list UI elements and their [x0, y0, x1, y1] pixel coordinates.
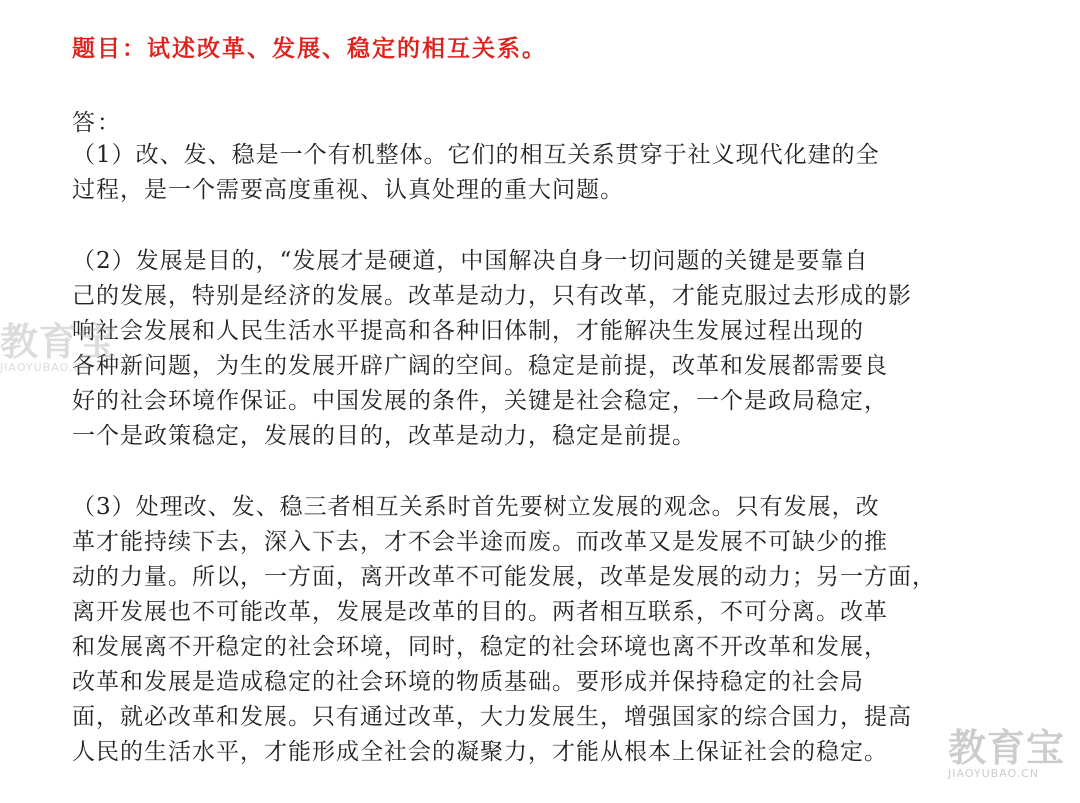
paragraph-line: 人民的生活水平，才能形成全社会的凝聚力，才能从根本上保证社会的稳定。 — [72, 739, 888, 765]
paragraph-line: 动的力量。所以，一方面，离开改革不可能发展，改革是发展的动力；另一方面， — [72, 564, 936, 590]
paragraph-line: 革才能持续下去，深入下去，才不会半途而废。而改革又是发展不可缺少的推 — [72, 529, 888, 555]
question-title: 题目：试述改革、发展、稳定的相互关系。 — [72, 35, 547, 62]
paragraph-line: 各种新问题，为生的发展开辟广阔的空间。稳定是前提，改革和发展都需要良 — [72, 353, 888, 379]
paragraph-line: 己的发展，特别是经济的发展。改革是动力，只有改革，才能克服过去形成的影 — [72, 283, 912, 309]
paragraph-line: 过程，是一个需要高度重视、认真处理的重大问题。 — [72, 177, 624, 203]
watermark-logo-text: 教育宝 — [0, 320, 118, 364]
paragraph-line: 离开发展也不可能改革，发展是改革的目的。两者相互联系，不可分离。改革 — [72, 599, 888, 625]
answer-paragraph-3 — [72, 490, 1012, 770]
paragraph-line: （1）改、发、稳是一个有机整体。它们的相互关系贯穿于社义现代化建的全 — [72, 142, 880, 168]
paragraph-line: 好的社会环境作保证。中国发展的条件，关键是社会稳定，一个是政局稳定， — [72, 388, 888, 414]
paragraph-line: （2）发展是目的，“发展才是硬道，中国解决自身一切问题的关键是要靠自 — [72, 248, 869, 274]
watermark-url: JIAOYUBAO.CN — [948, 767, 1040, 780]
answer-paragraph-2 — [72, 244, 1012, 454]
paragraph-line: 改革和发展是造成稳定的社会环境的物质基础。要形成并保持稳定的社会局 — [72, 669, 864, 695]
answer-paragraph-1 — [72, 138, 1012, 208]
paragraph-line: 和发展离不开稳定的社会环境，同时，稳定的社会环境也离不开改革和发展， — [72, 634, 888, 660]
paragraph-line: 面，就必改革和发展。只有通过改革，大力发展生，增强国家的综合国力，提高 — [72, 704, 912, 730]
paragraph-line: 响社会发展和人民生活水平提高和各种旧体制，才能解决生发展过程出现的 — [72, 318, 864, 344]
watermark-url: JIAOYUBAO.CN — [0, 361, 92, 374]
paragraph-line: 一个是政策稳定，发展的目的，改革是动力，稳定是前提。 — [72, 423, 696, 449]
watermark-logo-text: 教育宝 — [948, 726, 1066, 770]
answer-label: 答： — [72, 110, 122, 136]
paragraph-line: （3）处理改、发、稳三者相互关系时首先要树立发展的观念。只有发展，改 — [72, 494, 880, 520]
